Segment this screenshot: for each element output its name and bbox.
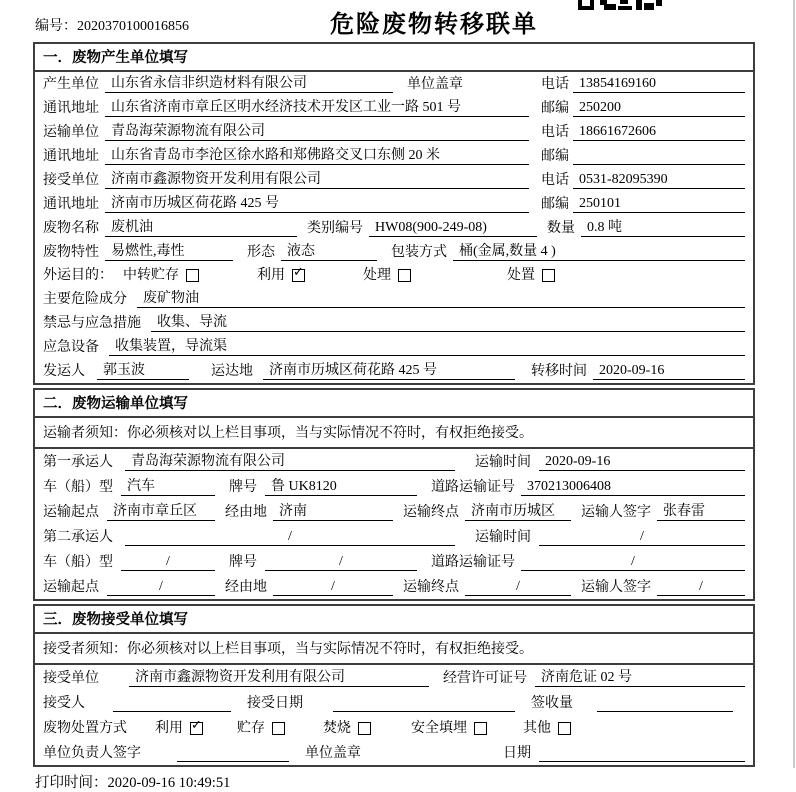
section-receiver [33,604,755,767]
waste-name-value: 废机油 [105,216,297,237]
license-label: 经营许可证号 [443,671,527,686]
receiver-zip-label: 邮编 [541,197,569,212]
disposal-option-label: 其他 [523,721,551,736]
purpose-option-label: 利用 [257,268,285,283]
disposal-option-landfill [411,717,487,737]
disposal-option-incineration [323,717,371,737]
waste-name-row [35,216,753,240]
transporter-address-row [35,144,753,168]
qr-code-icon [578,0,662,10]
first-carrier-row [35,449,753,474]
disposal-option-label: 利用 [155,721,183,736]
checkbox-icon [542,269,555,282]
second-carrier-label: 第二承运人 [43,530,113,545]
origin-label-2: 运输起点 [43,580,99,595]
section-transporter-title: 二．废物运输单位填写 [35,390,753,418]
producer-phone-value: 13854169160 [573,76,745,93]
form-label: 形态 [247,245,275,260]
transporter-label: 运输单位 [43,125,99,140]
license-value: 济南危证 02 号 [535,666,745,687]
carrier-signature-label-2: 运输人签字 [581,580,651,595]
transfer-date-label: 转移时间 [531,364,587,379]
checkbox-icon [474,722,487,735]
transport-time-label-2: 运输时间 [475,530,531,545]
producer-zip-value: 250200 [573,100,745,117]
recipient-value [113,695,231,712]
endpoint-label-2: 运输终点 [403,580,459,595]
serial-value: 2020370100016856 [77,19,189,34]
print-time-value: 2020-09-16 10:49:51 [107,775,231,791]
receiver-notice: 接受者须知：你必须核对以上栏目事项，当与实际情况不符时，有权拒绝接受。 [35,634,753,665]
transporter-zip-label: 邮编 [541,149,569,164]
carrier-signature-value-2: / [657,579,745,596]
receiver-phone-value: 0531-82095390 [573,172,745,189]
via-label-2: 经由地 [225,580,267,595]
quantity-label: 数量 [547,221,575,236]
producer-label: 产生单位 [43,77,99,92]
destination-label: 运达地 [211,364,253,379]
receiver-phone-label: 电话 [541,173,569,188]
form-value: 液态 [281,240,377,261]
endpoint-label: 运输终点 [403,505,459,520]
receiver-address-value: 济南市历城区荷花路 425 号 [105,192,529,213]
producer-phone-label: 电话 [541,77,569,92]
receiving-unit-row [35,665,753,690]
vehicle-row-1 [35,474,753,499]
section-producer-title: 一．废物产生单位填写 [35,44,753,72]
category-value: HW08(900-249-08) [369,220,537,237]
emergency-equipment-row [35,335,753,359]
emergency-measures-label: 禁忌与应急措施 [43,316,141,331]
vehicle-type-label-2: 车（船）型 [43,555,113,570]
serial-number [35,15,189,35]
origin-label: 运输起点 [43,505,99,520]
transporter-address-value: 山东省青岛市李沧区徐水路和郑佛路交叉口东侧 20 米 [105,144,529,165]
hazard-component-label: 主要危险成分 [43,292,127,307]
disposal-option-other [523,717,571,737]
print-time-label: 打印时间： [35,775,108,791]
packaging-value: 桶(金属,数量 4 ) [453,240,745,261]
date-value [539,745,745,762]
via-label: 经由地 [225,505,267,520]
waste-name-label: 废物名称 [43,221,99,236]
receiver-value: 济南市鑫源物资开发利用有限公司 [105,168,529,189]
category-label: 类别编号 [307,221,363,236]
disposal-option-storage [237,717,285,737]
document-title: 危险废物转移联单 [330,12,538,38]
plate-number-label-2: 牌号 [229,555,257,570]
producer-value: 山东省永信非织造材料有限公司 [105,72,393,93]
section-producer [33,42,755,385]
hazard-component-value: 废矿物油 [137,287,745,308]
head-signature-row [35,740,753,765]
plate-number-value-2: / [265,554,417,571]
transport-time-value-2: / [539,529,745,546]
purpose-option-treatment [363,264,411,284]
transfer-purpose-label: 外运目的： [43,268,113,283]
first-carrier-label: 第一承运人 [43,455,113,470]
page-edge-line [793,0,795,768]
plate-number-value: 鲁 UK8120 [265,475,417,496]
shipper-row [35,359,753,383]
producer-address-row [35,96,753,120]
receiver-row [35,168,753,192]
waste-property-row [35,240,753,264]
transporter-notice: 运输者须知：你必须核对以上栏目事项，当与实际情况不符时，有权拒绝接受。 [35,418,753,449]
transport-time-label: 运输时间 [475,455,531,470]
producer-row [35,72,753,96]
shipper-value: 郭玉波 [97,359,189,380]
recipient-row [35,690,753,715]
producer-address-value: 山东省济南市章丘区明水经济技术开发区工业一路 501 号 [105,96,529,117]
second-carrier-value: / [125,529,455,546]
route-row-1 [35,499,753,524]
checkbox-icon [358,722,371,735]
plate-number-label: 牌号 [229,480,257,495]
vehicle-type-label: 车（船）型 [43,480,113,495]
origin-value-2: / [107,579,215,596]
receiver-zip-value: 250101 [573,196,745,213]
destination-value: 济南市历城区荷花路 425 号 [263,359,515,380]
transporter-phone-value: 18661672606 [573,124,745,141]
first-carrier-value: 青岛海荣源物流有限公司 [125,450,455,471]
hazard-component-row [35,287,753,311]
receiver-address-row [35,192,753,216]
transporter-row [35,120,753,144]
receiver-label: 接受单位 [43,173,99,188]
serial-label: 编号： [35,19,77,34]
transfer-date-value: 2020-09-16 [593,363,745,380]
transfer-purpose-row [35,264,753,287]
producer-zip-label: 邮编 [541,101,569,116]
endpoint-value-2: / [465,579,571,596]
purpose-option-storage [123,264,199,284]
emergency-equipment-value: 收集装置，导流渠 [109,335,745,356]
checkbox-icon [272,722,285,735]
road-permit-label-2: 道路运输证号 [431,555,515,570]
endpoint-value: 济南市历城区 [465,500,571,521]
receiver-address-label: 通讯地址 [43,197,99,212]
second-carrier-row [35,524,753,549]
head-signature-value [177,745,289,762]
signed-amount-value [597,695,733,712]
transporter-address-label: 通讯地址 [43,149,99,164]
checkbox-icon [558,722,571,735]
disposal-option-label: 贮存 [237,721,265,736]
transporter-zip-value [573,148,745,165]
transporter-phone-label: 电话 [541,125,569,140]
disposal-option-reuse [155,717,203,737]
document-header [0,0,796,42]
recipient-label: 接受人 [43,696,85,711]
purpose-option-disposal [507,264,555,284]
road-permit-value: 370213006408 [521,479,745,496]
vehicle-type-value-2: / [121,554,215,571]
vehicle-type-value: 汽车 [121,475,215,496]
print-time [35,771,796,792]
carrier-signature-value: 张春雷 [657,500,745,521]
carrier-signature-label: 运输人签字 [581,505,651,520]
transporter-value: 青岛海荣源物流有限公司 [105,120,529,141]
emergency-measures-value: 收集、导流 [151,311,745,332]
head-signature-label: 单位负责人签字 [43,746,141,761]
origin-value: 济南市章丘区 [107,500,215,521]
purpose-option-label: 中转贮存 [123,268,179,283]
purpose-option-reuse [257,264,305,284]
emergency-equipment-label: 应急设备 [43,340,99,355]
via-value-2: / [273,579,393,596]
disposal-method-row [35,715,753,740]
purpose-option-label: 处理 [363,268,391,283]
waste-property-value: 易燃性,毒性 [105,240,233,261]
checkbox-icon [292,269,305,282]
quantity-value: 0.8 吨 [581,216,745,237]
shipper-label: 发运人 [43,364,85,379]
unit-seal-label: 单位盖章 [305,746,361,761]
checkbox-icon [398,269,411,282]
purpose-option-label: 处置 [507,268,535,283]
waste-property-label: 废物特性 [43,245,99,260]
disposal-option-label: 安全填埋 [411,721,467,736]
disposal-method-label: 废物处置方式 [43,721,127,736]
checkbox-icon [190,722,203,735]
road-permit-label: 道路运输证号 [431,480,515,495]
date-label: 日期 [503,746,531,761]
disposal-option-label: 焚烧 [323,721,351,736]
via-value: 济南 [273,500,393,521]
packaging-label: 包装方式 [391,245,447,260]
checkbox-icon [186,269,199,282]
producer-seal-label: 单位盖章 [407,77,463,92]
emergency-measures-row [35,311,753,335]
producer-address-label: 通讯地址 [43,101,99,116]
receive-date-label: 接受日期 [247,696,303,711]
receiving-unit-label: 接受单位 [43,671,99,686]
signed-amount-label: 签收量 [531,696,573,711]
section-receiver-title: 三．废物接受单位填写 [35,606,753,634]
receive-date-value [333,695,515,712]
transport-time-value: 2020-09-16 [539,454,745,471]
vehicle-row-2 [35,549,753,574]
section-transporter [33,388,755,601]
receiving-unit-value: 济南市鑫源物资开发利用有限公司 [129,666,429,687]
road-permit-value-2: / [521,554,745,571]
route-row-2 [35,574,753,599]
